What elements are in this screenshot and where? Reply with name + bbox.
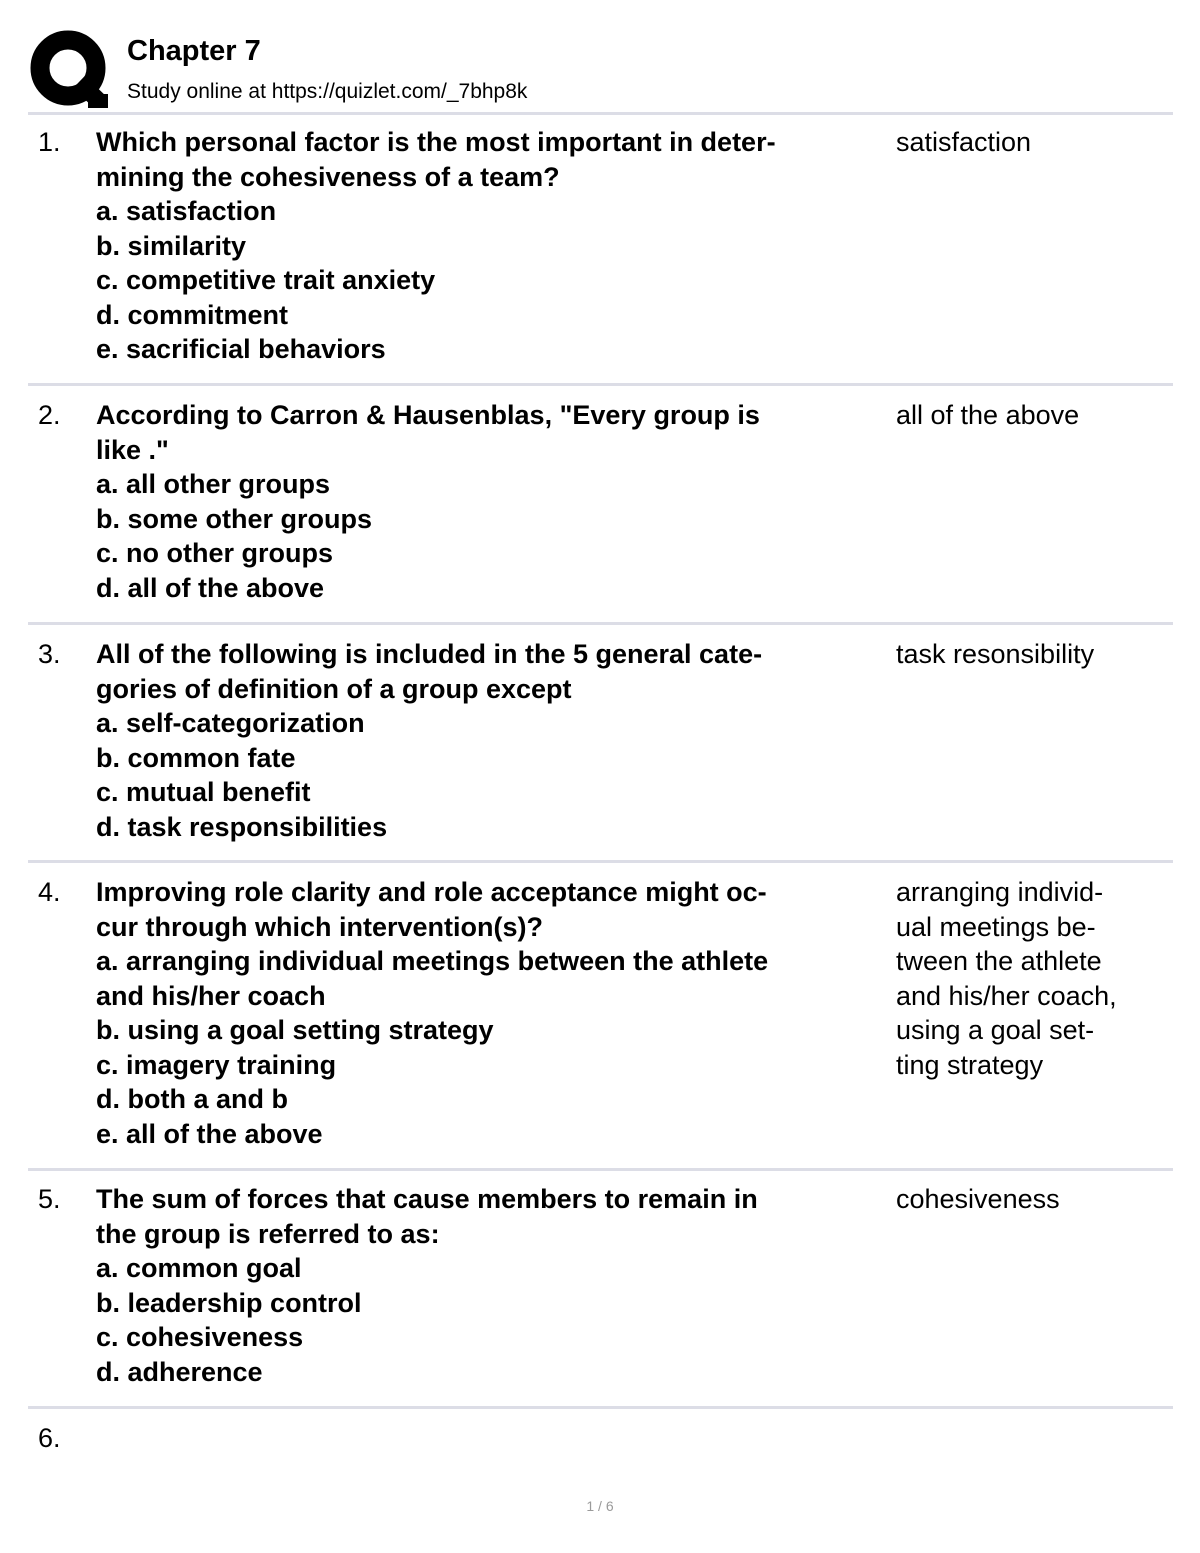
question-line: gories of definition of a group except (96, 673, 572, 704)
answer-line: cohesiveness (896, 1184, 1060, 1214)
answer-line: and his/her coach, (896, 980, 1117, 1011)
question-text (96, 125, 886, 367)
option-c: c. no other groups (96, 538, 334, 568)
divider (28, 112, 1173, 115)
question-line: Improving role clarity and role acceptance might oc- (96, 877, 767, 907)
option-d: d. all of the above (96, 572, 325, 603)
option-a: a. arranging individual meetings between the athlete (96, 946, 769, 976)
option-d: d. adherence (96, 1356, 263, 1387)
question-line: mining the cohesiveness of a team? (96, 161, 560, 192)
question-line: Which personal factor is the most important in deter- (96, 127, 776, 157)
option-c: c. mutual benefit (96, 777, 311, 807)
answer-line: task resonsibility (896, 639, 1095, 669)
option-b: b. leadership control (96, 1287, 362, 1318)
answer-line: ting strategy (896, 1049, 1044, 1080)
question-line: cur through which intervention(s)? (96, 911, 543, 942)
divider (28, 622, 1173, 625)
option-a-continued: and his/her coach (96, 980, 326, 1011)
option-e: e. sacrificial behaviors (96, 334, 386, 364)
option-c: c. cohesiveness (96, 1322, 304, 1352)
answer-line: tween the athlete (896, 946, 1102, 976)
card-number: 5. (38, 1184, 61, 1214)
answer-line: all of the above (896, 400, 1080, 430)
question-text (96, 637, 886, 844)
divider (28, 1406, 1173, 1409)
option-d: d. commitment (96, 299, 289, 330)
divider (28, 383, 1173, 386)
option-b: b. some other groups (96, 503, 373, 534)
option-c: c. competitive trait anxiety (96, 265, 436, 295)
question-line: According to Carron & Hausenblas, "Every group is (96, 400, 760, 430)
divider (28, 1168, 1173, 1171)
answer-text (896, 637, 1186, 672)
option-c: c. imagery training (96, 1049, 337, 1080)
question-text (96, 875, 886, 1151)
option-d: d. task responsibilities (96, 811, 388, 842)
question-text (96, 398, 886, 605)
question-line: like ." (96, 434, 169, 465)
option-a: a. satisfaction (96, 196, 277, 226)
option-b: b. similarity (96, 230, 247, 261)
answer-line: satisfaction (896, 127, 1032, 157)
question-line: the group is referred to as: (96, 1218, 440, 1249)
question-line: All of the following is included in the 5 general cate- (96, 639, 763, 669)
quizlet-logo-icon (30, 30, 108, 108)
answer-line: using a goal set- (896, 1015, 1095, 1045)
card-number: 1. (38, 127, 61, 157)
answer-line: ual meetings be- (896, 911, 1096, 942)
card-number: 3. (38, 639, 61, 669)
page-title: Chapter 7 (127, 35, 261, 67)
page-indicator: 1 / 6 (586, 1498, 614, 1514)
card-number: 4. (38, 877, 61, 907)
option-e: e. all of the above (96, 1118, 323, 1149)
study-link-text: Study online at https://quizlet.com/_7bhp8k (127, 80, 528, 103)
answer-line: arranging individ- (896, 877, 1104, 907)
answer-text (896, 875, 1186, 1082)
question-text (96, 1182, 886, 1389)
answer-text (896, 398, 1186, 433)
card-number: 2. (38, 400, 61, 430)
option-b: b. using a goal setting strategy (96, 1015, 494, 1045)
option-a: a. all other groups (96, 469, 331, 499)
divider (28, 860, 1173, 863)
question-line: The sum of forces that cause members to remain in (96, 1184, 758, 1214)
card-number: 6. (38, 1423, 61, 1453)
answer-text (896, 1182, 1186, 1217)
option-a: a. self-categorization (96, 708, 365, 738)
option-d: d. both a and b (96, 1084, 288, 1114)
option-a: a. common goal (96, 1253, 302, 1283)
option-b: b. common fate (96, 742, 296, 773)
answer-text (896, 125, 1186, 160)
